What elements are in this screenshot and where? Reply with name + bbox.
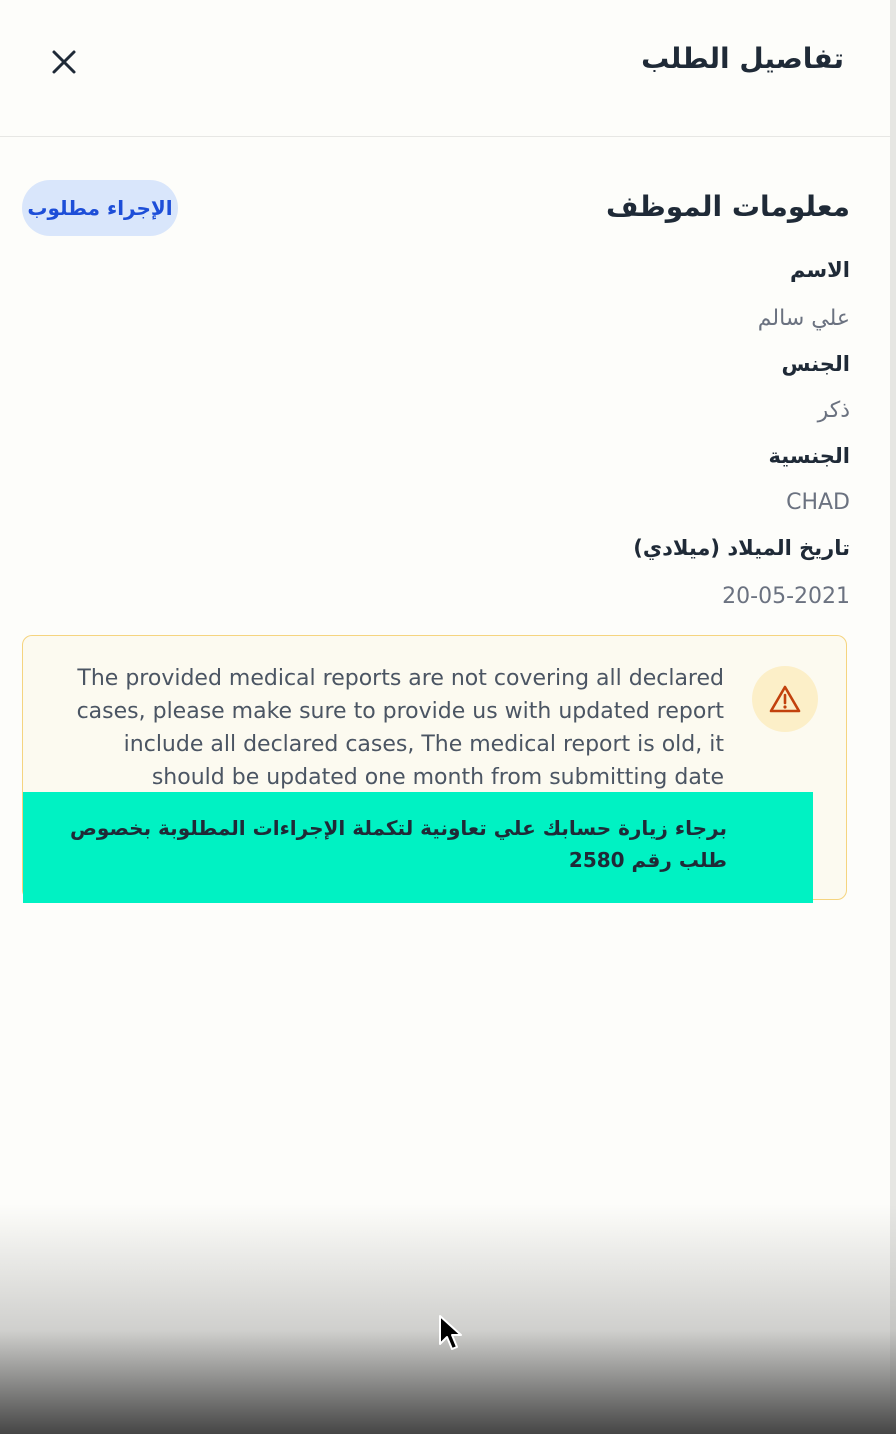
nationality-value: CHAD: [786, 490, 850, 515]
page-title: تفاصيل الطلب: [641, 42, 844, 75]
gender-label: الجنس: [781, 352, 850, 376]
name-label: الاسم: [790, 258, 850, 282]
close-button[interactable]: [46, 44, 82, 80]
status-badge: الإجراء مطلوب: [22, 180, 178, 236]
gender-value: ذكر: [817, 398, 850, 423]
instruction-highlight: [23, 792, 813, 903]
birth-date-label: تاريخ الميلاد (ميلادي): [633, 536, 850, 560]
panel-header: [0, 0, 890, 137]
close-icon: [51, 49, 77, 75]
birth-date-value: 20-05-2021: [722, 584, 850, 609]
name-value: علي سالم: [757, 306, 850, 331]
instruction-text: برجاء زيارة حسابك علي تعاونية لتكملة الإجراءات المطلوبة بخصوص طلب رقم 2580: [70, 816, 727, 872]
alert-message: The provided medical reports are not covering all declared cases, please make sure to provide us with updated report include all declared cases, The medical report is old, it should be updated one month from submitting date: [76, 666, 724, 790]
warning-icon: [768, 684, 802, 714]
mouse-cursor-icon: [438, 1314, 462, 1352]
warning-icon-container: [752, 666, 818, 732]
employee-info-title: معلومات الموظف: [605, 190, 850, 223]
nationality-label: الجنسية: [768, 444, 850, 468]
